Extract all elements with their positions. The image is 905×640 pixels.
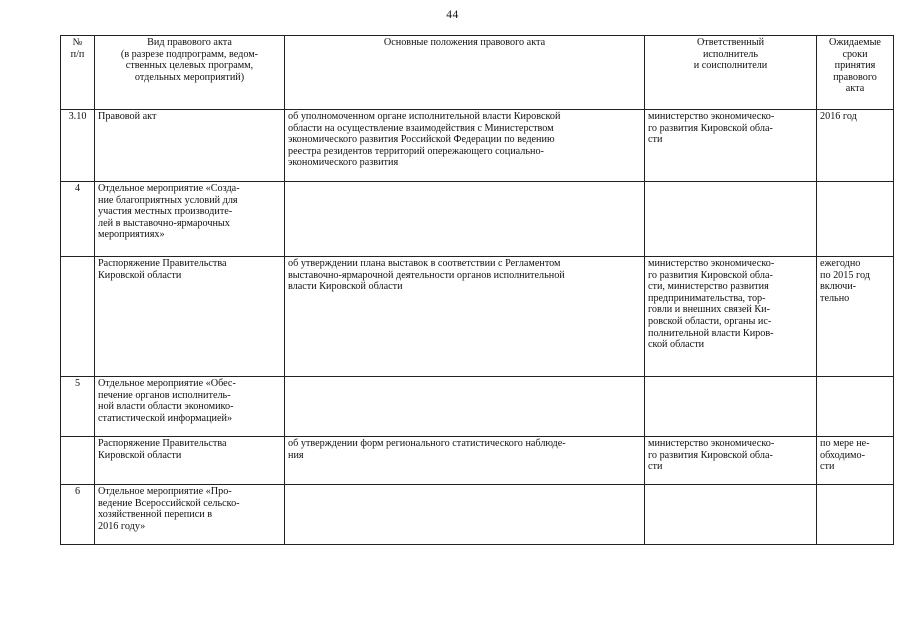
table-row [61, 110, 894, 182]
row-responsible [645, 182, 817, 257]
row-provisions: об уполномоченном органе исполнительной власти Кировской области на осуществление взаимодействия с Министерством экономического развития Российской Федерации по ведению реестра резидентов территорий опережающего социально- экономического развития [285, 110, 645, 182]
row-num: 3.10 [61, 110, 95, 182]
legal-acts-table [60, 35, 894, 545]
row-deadline [817, 377, 894, 437]
row-responsible: министерство экономическо- го развития Кировской обла- сти [645, 110, 817, 182]
row-act-type: Распоряжение Правительства Кировской области [95, 437, 285, 485]
row-act-type: Правовой акт [95, 110, 285, 182]
table-row [61, 377, 894, 437]
row-num: 4 [61, 182, 95, 257]
header-responsible: Ответственный исполнитель и соисполнители [645, 36, 817, 110]
row-deadline: ежегодно по 2015 год включи- тельно [817, 257, 894, 377]
row-deadline: 2016 год [817, 110, 894, 182]
header-deadline: Ожидаемые сроки принятия правового акта [817, 36, 894, 110]
row-deadline [817, 485, 894, 545]
row-act-type: Отдельное мероприятие «Созда- ние благоприятных условий для участия местных производите- лей в выставочно-ярмарочных мероприятиях» [95, 182, 285, 257]
row-num: 5 [61, 377, 95, 437]
table-row [61, 257, 894, 377]
header-row [61, 36, 894, 110]
page-number: 44 [446, 9, 459, 21]
row-act-type: Отдельное мероприятие «Обес- печение органов исполнитель- ной власти области экономико- статистической информацией» [95, 377, 285, 437]
row-provisions [285, 485, 645, 545]
row-provisions [285, 182, 645, 257]
row-responsible [645, 377, 817, 437]
row-responsible: министерство экономическо- го развития Кировской обла- сти [645, 437, 817, 485]
table-row [61, 437, 894, 485]
header-provisions: Основные положения правового акта [285, 36, 645, 110]
row-deadline: по мере не- обходимо- сти [817, 437, 894, 485]
row-num: 6 [61, 485, 95, 545]
table-row [61, 182, 894, 257]
header-num: № п/п [61, 36, 95, 110]
row-num [61, 257, 95, 377]
row-act-type: Распоряжение Правительства Кировской области [95, 257, 285, 377]
row-provisions: об утверждении форм регионального статистического наблюде- ния [285, 437, 645, 485]
table-row [61, 485, 894, 545]
header-act-type: Вид правового акта (в разрезе подпрограмм, ведом- ственных целевых программ, отдельных мероприятий) [95, 36, 285, 110]
row-provisions: об утверждении плана выставок в соответствии с Регламентом выставочно-ярмарочной деятельности органов исполнительной власти Кировской области [285, 257, 645, 377]
row-act-type: Отдельное мероприятие «Про- ведение Всероссийской сельско- хозяйственной переписи в 2016 году» [95, 485, 285, 545]
row-responsible [645, 485, 817, 545]
row-num [61, 437, 95, 485]
row-deadline [817, 182, 894, 257]
row-provisions [285, 377, 645, 437]
row-responsible: министерство экономическо- го развития Кировской обла- сти, министерство развития предпринимательства, тор- говли и внешних связей Ки- ровской области, органы ис- полнительной власти Киров- ской области [645, 257, 817, 377]
